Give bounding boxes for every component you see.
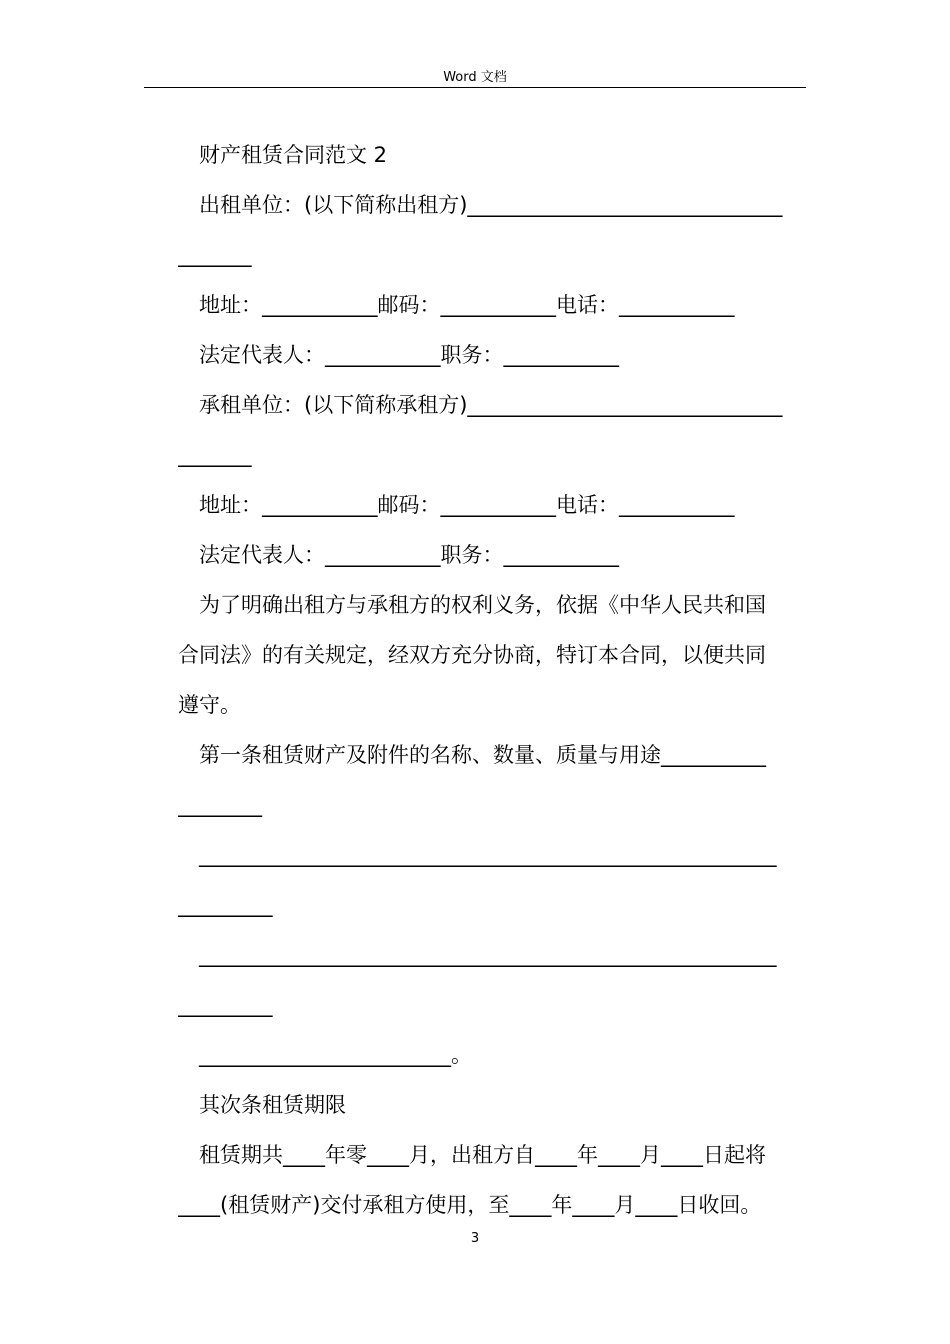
- article-1-blank-5: _________: [178, 993, 273, 1017]
- preamble-line-3: 遵守。: [178, 693, 241, 717]
- article-1-blank-6: ________________________。: [199, 1043, 472, 1067]
- article-2-title: 其次条租赁期限: [199, 1093, 346, 1117]
- lease-term-line-1: 租赁期共____年零____月，出租方自____年____月____日起将: [199, 1143, 766, 1167]
- lessee-unit-line: 承租单位：(以下简称承租方)______________________________: [199, 393, 783, 417]
- preamble-line-1: 为了明确出租方与承租方的权利义务，依据《中华人民共和国: [199, 593, 766, 617]
- lessee-representative-line: 法定代表人：___________职务：___________: [199, 543, 619, 567]
- lessor-representative-line: 法定代表人：___________职务：___________: [199, 343, 619, 367]
- lessor-address-line: 地址：___________邮码：___________电话：___________: [199, 293, 735, 317]
- page-header: Word 文档: [443, 70, 507, 85]
- article-1-blank-1: ________: [178, 793, 262, 817]
- section-title: 财产租赁合同范文 2: [199, 143, 388, 167]
- article-1-blank-2: _______________________________________________________: [199, 843, 777, 867]
- lessee-address-line: 地址：___________邮码：___________电话：___________: [199, 493, 735, 517]
- preamble-line-2: 合同法》的有关规定，经双方充分协商，特订本合同，以便共同: [178, 643, 766, 667]
- article-1-blank-4: _______________________________________________________: [199, 943, 777, 967]
- lessor-unit-line-cont: _______: [178, 243, 252, 267]
- lessee-unit-line-cont: _______: [178, 443, 252, 467]
- document-body: [178, 130, 803, 1230]
- header-divider: [144, 87, 806, 88]
- page-number: 3: [470, 1231, 480, 1246]
- article-1-blank-3: _________: [178, 893, 273, 917]
- lease-term-line-2: ____(租赁财产)交付承租方使用，至____年____月____日收回。: [178, 1193, 762, 1217]
- lessor-unit-line: 出租单位：(以下简称出租方)______________________________: [199, 193, 783, 217]
- article-1-line: 第一条租赁财产及附件的名称、数量、质量与用途__________: [199, 743, 766, 767]
